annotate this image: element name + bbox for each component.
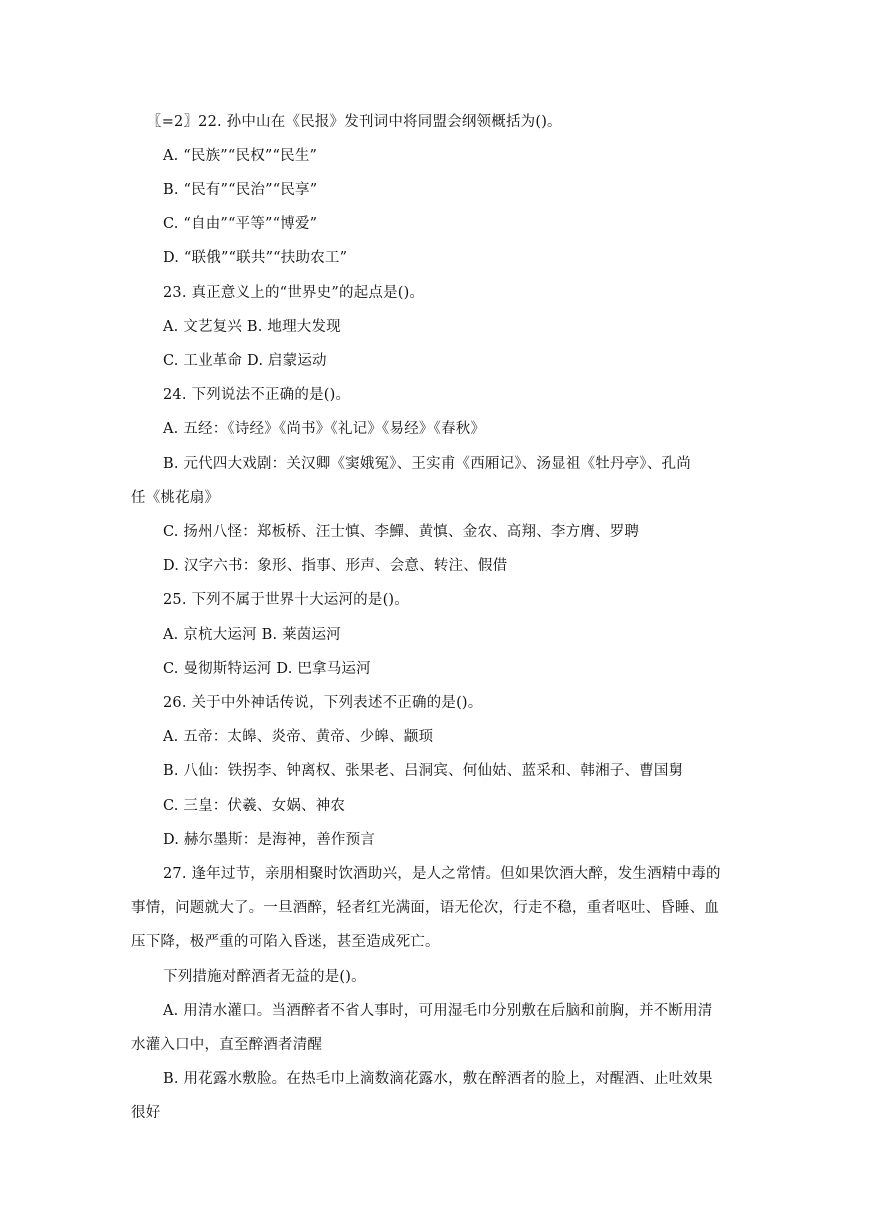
question-23-stem: 23. 真正意义上的“世界史”的起点是()。	[163, 285, 425, 301]
question-26-option-a: A. 五帝：太皞、炎帝、黄帝、少皞、颛顼	[163, 729, 434, 745]
question-27-option-a-line1: A. 用清水灌口。当酒醉者不省人事时，可用湿毛巾分别敷在后脑和前胸，并不断用清	[163, 1003, 713, 1019]
question-22-option-c: C. “自由”“平等”“博爱”	[163, 216, 318, 232]
question-26-option-d: D. 赫尔墨斯：是海神，善作预言	[163, 832, 376, 848]
question-22-option-d: D. “联俄”“联共”“扶助农工”	[163, 250, 348, 266]
question-25-stem: 25. 下列不属于世界十大运河的是()。	[163, 592, 409, 608]
question-23-options-cd: C. 工业革命 D. 启蒙运动	[163, 353, 327, 369]
question-24-option-a: A. 五经：《诗经》《尚书》《礼记》《易经》《春秋》	[163, 421, 486, 437]
question-27-option-b-line2: 很好	[131, 1105, 161, 1121]
question-23-options-ab: A. 文艺复兴 B. 地理大发现	[163, 319, 341, 335]
question-26-stem: 26. 关于中外神话传说，下列表述不正确的是()。	[163, 695, 483, 711]
question-27-option-a-line2: 水灌入口中，直至醉酒者清醒	[131, 1037, 323, 1053]
question-26-option-b: B. 八仙：铁拐李、钟离权、张果老、吕洞宾、何仙姑、蓝采和、韩湘子、曹国舅	[163, 763, 684, 779]
question-27-option-b-line1: B. 用花露水敷脸。在热毛巾上滴数滴花露水，敷在醉酒者的脸上，对醒酒、止吐效果	[163, 1071, 713, 1087]
question-24-option-b-line2: 任《桃花扇》	[131, 490, 220, 506]
question-24-option-c: C. 扬州八怪：郑板桥、汪士慎、李鱓、黄慎、金农、高翔、李方膺、罗聘	[163, 524, 640, 540]
question-27-passage-line2: 事情，问题就大了。一旦酒醉，轻者红光满面，语无伦次，行走不稳，重者呕吐、昏睡、血	[131, 900, 719, 916]
question-24-option-b-line1: B. 元代四大戏剧：关汉卿《窦娥冤》、王实甫《西厢记》、汤显祖《牡丹亭》、孔尚	[163, 456, 691, 472]
question-24-stem: 24. 下列说法不正确的是()。	[163, 387, 351, 403]
question-27-passage-line3: 压下降，极严重的可陷入昏迷，甚至造成死亡。	[131, 934, 440, 950]
question-22-option-a: A. “民族”“民权”“民生”	[163, 148, 318, 164]
question-25-options-ab: A. 京杭大运河 B. 莱茵运河	[163, 627, 341, 643]
question-27-stem: 下列措施对醉酒者无益的是()。	[163, 969, 366, 985]
question-22-stem: 〖=2〗22. 孙中山在《民报》发刊词中将同盟会纲领概括为()。	[147, 114, 562, 130]
question-27-passage-line1: 27. 逢年过节，亲朋相聚时饮酒助兴，是人之常情。但如果饮酒大醉，发生酒精中毒的	[163, 866, 721, 882]
question-26-option-c: C. 三皇：伏羲、女娲、神农	[163, 798, 346, 814]
question-22-option-b: B. “民有”“民治”“民享”	[163, 182, 318, 198]
question-25-options-cd: C. 曼彻斯特运河 D. 巴拿马运河	[163, 661, 371, 677]
question-24-option-d: D. 汉字六书：象形、指事、形声、会意、转注、假借	[163, 558, 508, 574]
